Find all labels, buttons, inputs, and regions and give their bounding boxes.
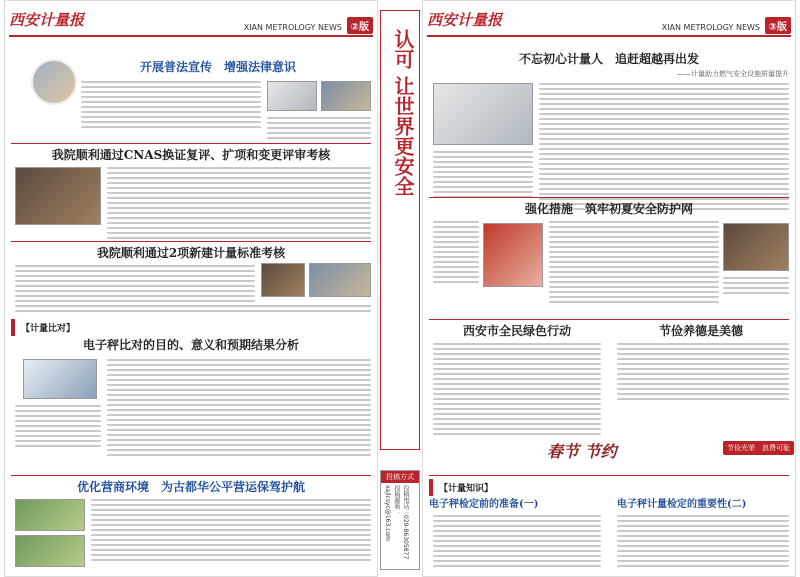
page-3: [422, 0, 796, 577]
masthead-left: [9, 7, 373, 37]
masthead-english: XIAN METROLOGY NEWS: [661, 23, 760, 32]
divider: [429, 475, 789, 476]
divider: [429, 197, 789, 198]
article-r1-photo: [433, 83, 533, 145]
article-r2-headline: 强化措施 筑牢初夏安全防护网: [524, 202, 693, 216]
article-5-photo-a: [15, 499, 85, 531]
article-r6: [617, 497, 789, 513]
article-r2-body-b: [549, 221, 719, 306]
page-2: [4, 0, 378, 577]
article-1-photo-a: [267, 81, 317, 111]
article-r4: [613, 323, 789, 339]
masthead-title: [244, 17, 373, 34]
article-r3: [429, 323, 605, 339]
article-4-body-left: [15, 405, 101, 450]
article-r6-headline: 电子秤计量检定的重要性(二): [617, 499, 747, 510]
contact-box: [380, 470, 420, 570]
newspaper-logo: 西安计量报: [9, 11, 85, 29]
article-1-headline: 开展普法宣传 增强法律意识: [139, 60, 296, 74]
calligraphy-art: 春节 节约: [547, 442, 617, 461]
newspaper-logo: 西安计量报: [427, 11, 503, 29]
masthead-title: [662, 17, 791, 34]
intro-note: [15, 305, 371, 315]
article-1-body: [81, 81, 261, 131]
masthead-english: XIAN METROLOGY NEWS: [243, 23, 342, 32]
article-r2-photo-extinguisher: [483, 223, 543, 287]
article-r3-body: [433, 343, 601, 438]
article-r4-headline: 节俭养德是美德: [658, 324, 743, 338]
article-r3-headline: 西安市全民绿色行动: [462, 324, 571, 338]
article-4-body: [107, 359, 371, 459]
contact-title: 投稿方式: [381, 471, 419, 483]
section-tag-comparison: 【计量比对】: [11, 319, 81, 336]
article-r5: [429, 497, 605, 513]
article-3: [11, 245, 371, 261]
section-tag-knowledge: 【计量知识】: [429, 479, 499, 496]
article-4-photo-scale: [23, 359, 97, 399]
article-r2-caption: [723, 277, 789, 297]
masthead-right: [427, 7, 791, 37]
divider: [11, 143, 371, 144]
article-r2: [429, 201, 789, 217]
article-5-headline: 优化营商环境 为古都华公平营运保驾护航: [76, 480, 305, 494]
article-5-photo-b: [15, 535, 85, 567]
article-1-body-right: [267, 117, 371, 142]
divider: [11, 241, 371, 242]
article-1-photo-b: [321, 81, 371, 111]
article-4-headline: 电子秤比对的目的、意义和预期结果分析: [82, 338, 299, 352]
article-2-body: [107, 167, 371, 242]
slogan-stamp: 节俭光荣 浪费可耻: [723, 441, 794, 455]
article-2-headline: 我院顺利通过CNAS换证复评、扩项和变更评审考核: [51, 148, 331, 162]
page-number: ②版: [347, 17, 373, 34]
article-2: [11, 147, 371, 163]
article-r1-body-b: [539, 83, 789, 213]
article-r1-body-a: [433, 151, 533, 201]
contact-text: 投稿电话：029-86305877 投稿邮箱：xajlcsyc@163.com: [384, 485, 409, 560]
article-r1: [429, 51, 789, 79]
center-slogan-strip: [380, 10, 420, 450]
article-r5-body: [433, 515, 601, 570]
article-3-headline: 我院顺利通过2项新建计量标准考核: [96, 246, 286, 260]
article-r4-body: [617, 343, 789, 403]
article-3-photo-a: [261, 263, 305, 297]
article-2-photo: [15, 167, 101, 225]
article-r5-headline: 电子秤检定前的准备(一): [429, 499, 539, 510]
article-1: [65, 59, 371, 75]
article-r1-subheadline: ——计量助力燃气安全设施质量提升: [677, 70, 789, 78]
article-r2-photo-b: [723, 223, 789, 271]
article-r6-body: [617, 515, 789, 570]
article-4: [11, 337, 371, 353]
article-r1-headline: 不忘初心计量人 追赶超越再出发: [518, 52, 699, 66]
article-3-photo-b: [309, 263, 371, 297]
article-r2-body-a: [433, 221, 479, 286]
divider: [429, 319, 789, 320]
article-3-body: [15, 265, 255, 305]
article-5: [11, 479, 371, 495]
article-5-body: [91, 499, 371, 564]
page-number: ③版: [765, 17, 791, 34]
vertical-slogan: 认可 让世界更安全: [391, 29, 415, 196]
divider: [11, 475, 371, 476]
